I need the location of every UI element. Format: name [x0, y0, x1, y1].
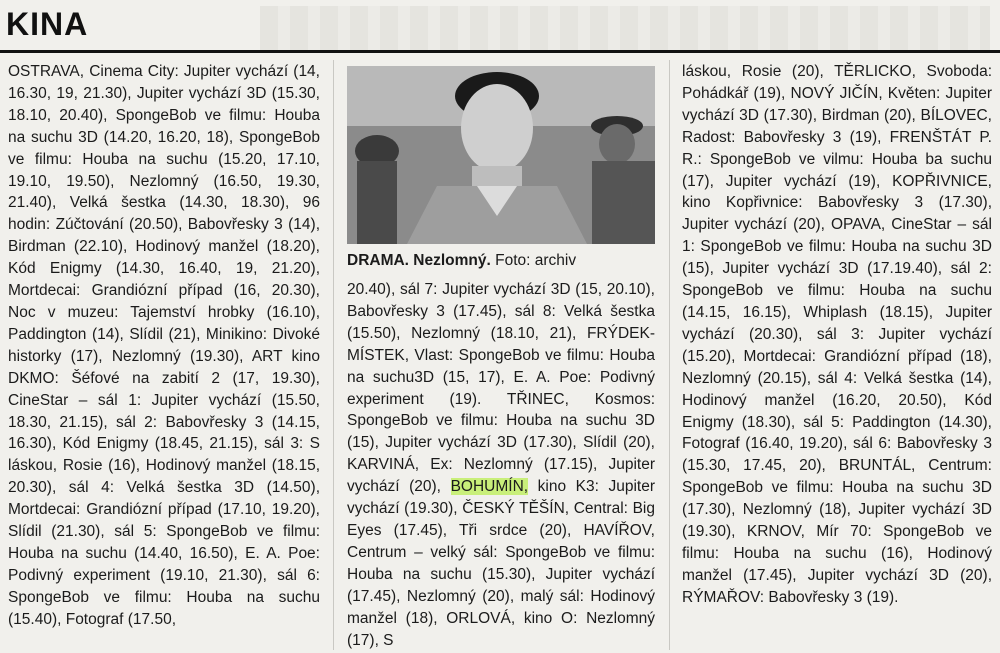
photo-caption [347, 251, 655, 271]
photo-illustration [347, 66, 655, 244]
header-rule [0, 50, 1000, 53]
listings-column-3: láskou, Rosie (20), TĚRLICKO, Svoboda: Pohádkář (19), NOVÝ JIČÍN, Květen: Jupiter vychází 3D (17.30), Birdman (20), BÍLOVEC, Radost: Babovřesky 3 (19), FRENŠTÁT P. R.: SpongeBob ve vilmu: Houba ba suchu (17), Jupiter vychází (19), KOPŘIVNICE, kino Kopřivnice: Babovřesky 3 (17.30), Jupiter vychází (20), OPAVA, CineStar – sál 1: SpongeBob ve filmu: Houba na suchu 3D (15), Jupiter vychází 3D (17.19.40), sál 2: SpongeBob ve filmu: Houba na suchu (14.15, 16.15), Whiplash (18.15), Jupiter vychází (20.30), sál 3: Jupiter vychází (15.20), Mortdecai: Grandiózní případ (18), Nezlomný (20.15), sál 4: Velká šestka (14), Hodinový manžel (16.20, 20.50), Kód Enigmy (18.30), sál 5: Paddington (14.30), Fotograf (16.40, 19.20), sál 6: Babovřesky 3 (15.30, 17.45, 20), BRUNTÁL, Centrum: SpongeBob ve filmu: Houba na suchu 3D (17.30), Nezlomný (18), Jupiter vychází 3D (19.30), KRNOV, Mír 70: SpongeBob ve filmu: Houba na suchu (16), Hodinový manžel (17.45), Jupiter vychází 3D (20), RÝMAŘOV: Babovřesky 3 (19). [682, 63, 992, 606]
listings-column-2 [347, 279, 655, 651]
movie-photo [347, 66, 655, 244]
section-header [0, 0, 1000, 52]
column2-text: 20.40), sál 7: Jupiter vychází 3D (15, 20.10), Babovřesky 3 (17.45), sál 8: Velká šestka (15.50), Nezlomný (18.10, 21), FRÝDEK-MÍSTEK, Vlast: SpongeBob ve filmu: Houba na suchu3D (15, 17), E. A. Poe: Podivný experiment (19). TŘINEC, Kosmos: SpongeBob ve filmu: Houba na suchu 3D (15), Jupiter vychází 3D (17.30), Slídil (20), KARVINÁ, Ex: Nezlomný (17.15), Jupiter vychází (20), [347, 281, 655, 496]
section-title: KINA [6, 6, 89, 42]
highlighted-town: BOHUMÍN, [450, 478, 529, 496]
caption-title: DRAMA. Nezlomný. [347, 252, 491, 269]
caption-credit: Foto: archiv [495, 252, 577, 269]
column2-text-rest: kino K3: Jupiter vychází (19.30), ČESKÝ TĚŠÍN, Central: Big Eyes (17.45), Tři srdce (20), HAVÍŘOV, Centrum – velký sál: SpongeBob ve filmu: Houba na suchu (15.30), Jupiter vychází (17.45), Nezlomný (20), malý sál: Hodinový manžel (18), ORLOVÁ, kino O: Nezlomný (17), S [347, 478, 655, 649]
listings-column-1: OSTRAVA, Cinema City: Jupiter vychází (14, 16.30, 19, 21.30), Jupiter vychází 3D (15.30, 18.10, 20.40), SpongeBob ve filmu: Houba na suchu 3D (14.20, 16.20, 18), SpongeBob ve filmu: Houba na suchu (15.20, 17.10, 19.10, 19.50), Nezlomný (16.50, 19.30, 21.40), Velká šestka (14.30, 18.30), 96 hodin: Zúčtování (20.50), Babovřesky 3 (14), Birdman (22.10), Hodinový manžel (18.20), Kód Enigmy (14.30, 16.40, 19, 21.20), Mortdecai: Grandiózní případ (16, 20.30), Noc v muzeu: Tajemství hrobky (16.10), Paddington (14), Slídil (21), Minikino: Divoké historky (17), Nezlomný (19.30), ART kino DKMO: Šéfové na zabití 2 (17, 19.30), CineStar – sál 1: Jupiter vychází (15.50, 18.30, 21.15), sál 2: Babovřesky 3 (14.15, 16.30), Kód Enigmy (18.45, 21.15), sál 3: S láskou, Rosie (16), Hodinový manžel (18.15, 20.30), sál 4: Velká šestka 3D (14.50), Mortdecai: Grandiózní případ (17.10, 19.20), Slídil (21.30), sál 5: SpongeBob ve filmu: Houba na suchu (14.40, 16.50), E. A. Poe: Podivný experiment (19.10, 21.30), sál 6: SpongeBob ve filmu: Houba na suchu (15.40), Fotograf (17.50, [8, 63, 320, 628]
column-divider [333, 60, 334, 650]
column-divider [669, 60, 670, 650]
faded-header-band [260, 6, 990, 50]
